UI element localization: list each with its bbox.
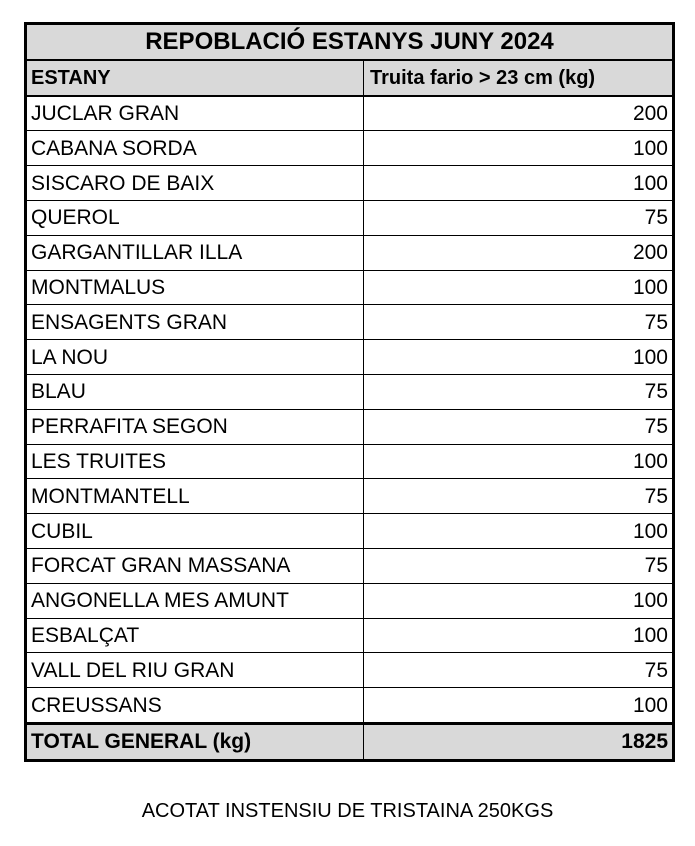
lake-name: JUCLAR GRAN — [26, 96, 364, 131]
table-row — [26, 444, 674, 479]
table-row — [26, 270, 674, 305]
lake-name: CREUSSANS — [26, 688, 364, 724]
lake-name: ANGONELLA MES AMUNT — [26, 583, 364, 618]
table-row — [26, 618, 674, 653]
trout-kg: 100 — [364, 166, 674, 201]
lake-name: ENSAGENTS GRAN — [26, 305, 364, 340]
footnote: ACOTAT INSTENSIU DE TRISTAINA 250KGS — [141, 800, 554, 822]
lake-name: BLAU — [26, 374, 364, 409]
lake-name: QUEROL — [26, 200, 364, 235]
trout-kg: 75 — [364, 374, 674, 409]
lake-name: MONTMANTELL — [26, 479, 364, 514]
lake-name: GARGANTILLAR ILLA — [26, 235, 364, 270]
trout-kg: 75 — [364, 653, 674, 688]
table-row — [26, 548, 674, 583]
trout-kg: 100 — [364, 444, 674, 479]
lake-name: PERRAFITA SEGON — [26, 409, 364, 444]
trout-kg: 100 — [364, 270, 674, 305]
trout-kg: 200 — [364, 235, 674, 270]
table-title: REPOBLACIÓ ESTANYS JUNY 2024 — [26, 24, 674, 60]
header-row — [26, 60, 674, 96]
trout-kg: 100 — [364, 131, 674, 166]
trout-kg: 75 — [364, 479, 674, 514]
table-row — [26, 305, 674, 340]
lake-name: LA NOU — [26, 340, 364, 375]
lake-name: CUBIL — [26, 514, 364, 549]
trout-kg: 200 — [364, 96, 674, 131]
table-row — [26, 479, 674, 514]
table-row — [26, 374, 674, 409]
header-trout-kg: Truita fario > 23 cm (kg) — [364, 60, 674, 96]
table-row — [26, 688, 674, 724]
table-row — [26, 235, 674, 270]
lake-name: LES TRUITES — [26, 444, 364, 479]
table-row — [26, 131, 674, 166]
total-value: 1825 — [364, 723, 674, 760]
lake-name: FORCAT GRAN MASSANA — [26, 548, 364, 583]
stocking-table — [24, 22, 675, 762]
trout-kg: 75 — [364, 409, 674, 444]
lake-name: MONTMALUS — [26, 270, 364, 305]
header-lake: ESTANY — [26, 60, 364, 96]
trout-kg: 75 — [364, 305, 674, 340]
table-row — [26, 166, 674, 201]
trout-kg: 100 — [364, 618, 674, 653]
trout-kg: 75 — [364, 200, 674, 235]
trout-kg: 100 — [364, 340, 674, 375]
total-row — [26, 723, 674, 760]
table-row — [26, 409, 674, 444]
table-row — [26, 340, 674, 375]
trout-kg: 75 — [364, 548, 674, 583]
trout-kg: 100 — [364, 514, 674, 549]
lake-name: VALL DEL RIU GRAN — [26, 653, 364, 688]
lake-name: CABANA SORDA — [26, 131, 364, 166]
table-row — [26, 514, 674, 549]
title-row — [26, 24, 674, 60]
table-row — [26, 96, 674, 131]
total-label: TOTAL GENERAL (kg) — [26, 723, 364, 760]
table-row — [26, 583, 674, 618]
lake-name: SISCARO DE BAIX — [26, 166, 364, 201]
table-row — [26, 653, 674, 688]
trout-kg: 100 — [364, 688, 674, 724]
table-row — [26, 200, 674, 235]
trout-kg: 100 — [364, 583, 674, 618]
lake-name: ESBALÇAT — [26, 618, 364, 653]
